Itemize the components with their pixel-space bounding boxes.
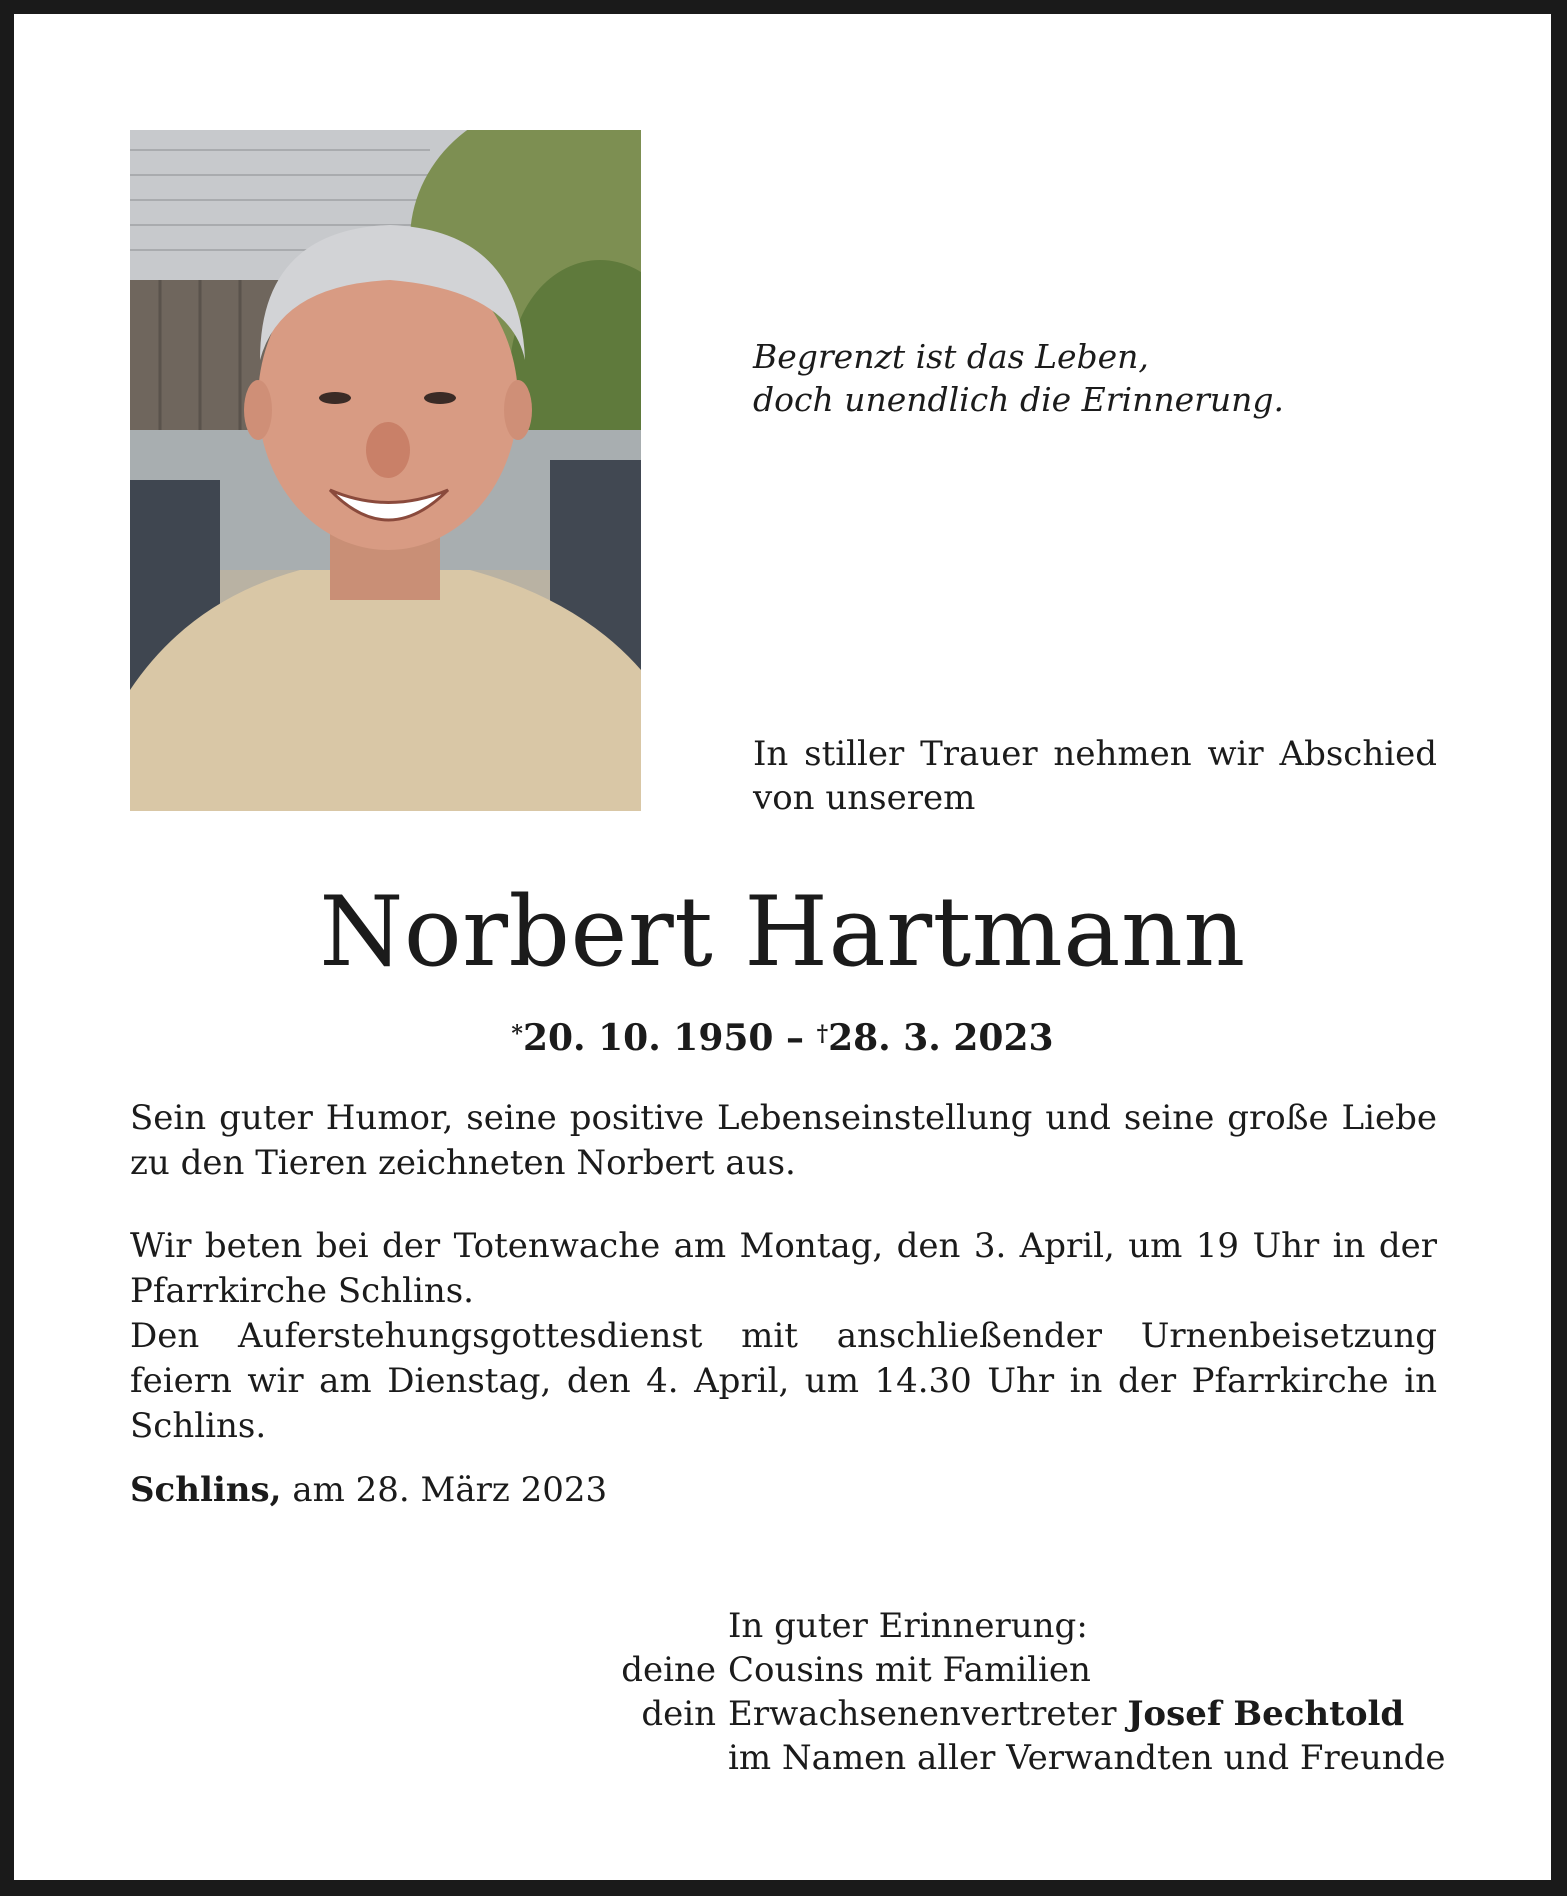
paragraph-service: Den Auferstehungsgottesdienst mit anschließender Urnenbeisetzung feiern wir am Dienstag, den 4. April, um 14.30 Uhr in der Pfarrkirche in Schlins. [130, 1316, 1437, 1446]
paragraph-vigil: Wir beten bei der Totenwache am Montag, den 3. April, um 19 Uhr in der Pfarrkirche Schlins. [130, 1226, 1437, 1311]
quote-line-2: doch unendlich die Erinnerung. [753, 380, 1285, 419]
obituary-card [14, 14, 1551, 1880]
place-date [130, 1468, 607, 1512]
signoff-text: im Namen aller Verwandten und Freunde [728, 1738, 1446, 1778]
quote-line-1: Begrenzt ist das Leben, [753, 337, 1149, 376]
signoff-prefix: deine [621, 1650, 716, 1690]
date: am 28. März 2023 [292, 1470, 608, 1510]
signoff-row [514, 1648, 1454, 1692]
paragraph-humor: Sein guter Humor, seine positive Lebenseinstellung und seine große Liebe zu den Tieren zeichneten Norbert aus. [130, 1098, 1437, 1183]
signoff-prefix: dein [641, 1694, 716, 1734]
signoff-row [514, 1692, 1454, 1736]
life-dates [14, 1015, 1551, 1061]
birth-date: 20. 10. 1950 [522, 1017, 774, 1059]
date-separator: – [786, 1017, 805, 1059]
birth-symbol: * [511, 1021, 523, 1047]
signoff [514, 1604, 1454, 1780]
signoff-heading-row [514, 1604, 1454, 1648]
place: Schlins, [130, 1470, 282, 1510]
signoff-text: Erwachsenenvertreter Josef Bechtold [728, 1694, 1405, 1734]
death-date: 28. 3. 2023 [828, 1017, 1054, 1059]
signoff-heading: In guter Erinnerung: [728, 1606, 1088, 1646]
death-symbol: † [816, 1021, 829, 1047]
signoff-bold-name: Josef Bechtold [1127, 1694, 1405, 1734]
deceased-name: Norbert Hartmann [319, 876, 1246, 988]
signoff-text: Cousins mit Familien [728, 1650, 1091, 1690]
body-text [130, 1096, 1437, 1449]
quote [753, 335, 1284, 421]
portrait-photo [130, 130, 641, 811]
intro-text: In stiller Trauer nehmen wir Abschied von unserem [753, 734, 1437, 818]
portrait-image [130, 130, 641, 811]
signoff-row [514, 1736, 1454, 1780]
signoff-prefix [514, 1736, 728, 1780]
